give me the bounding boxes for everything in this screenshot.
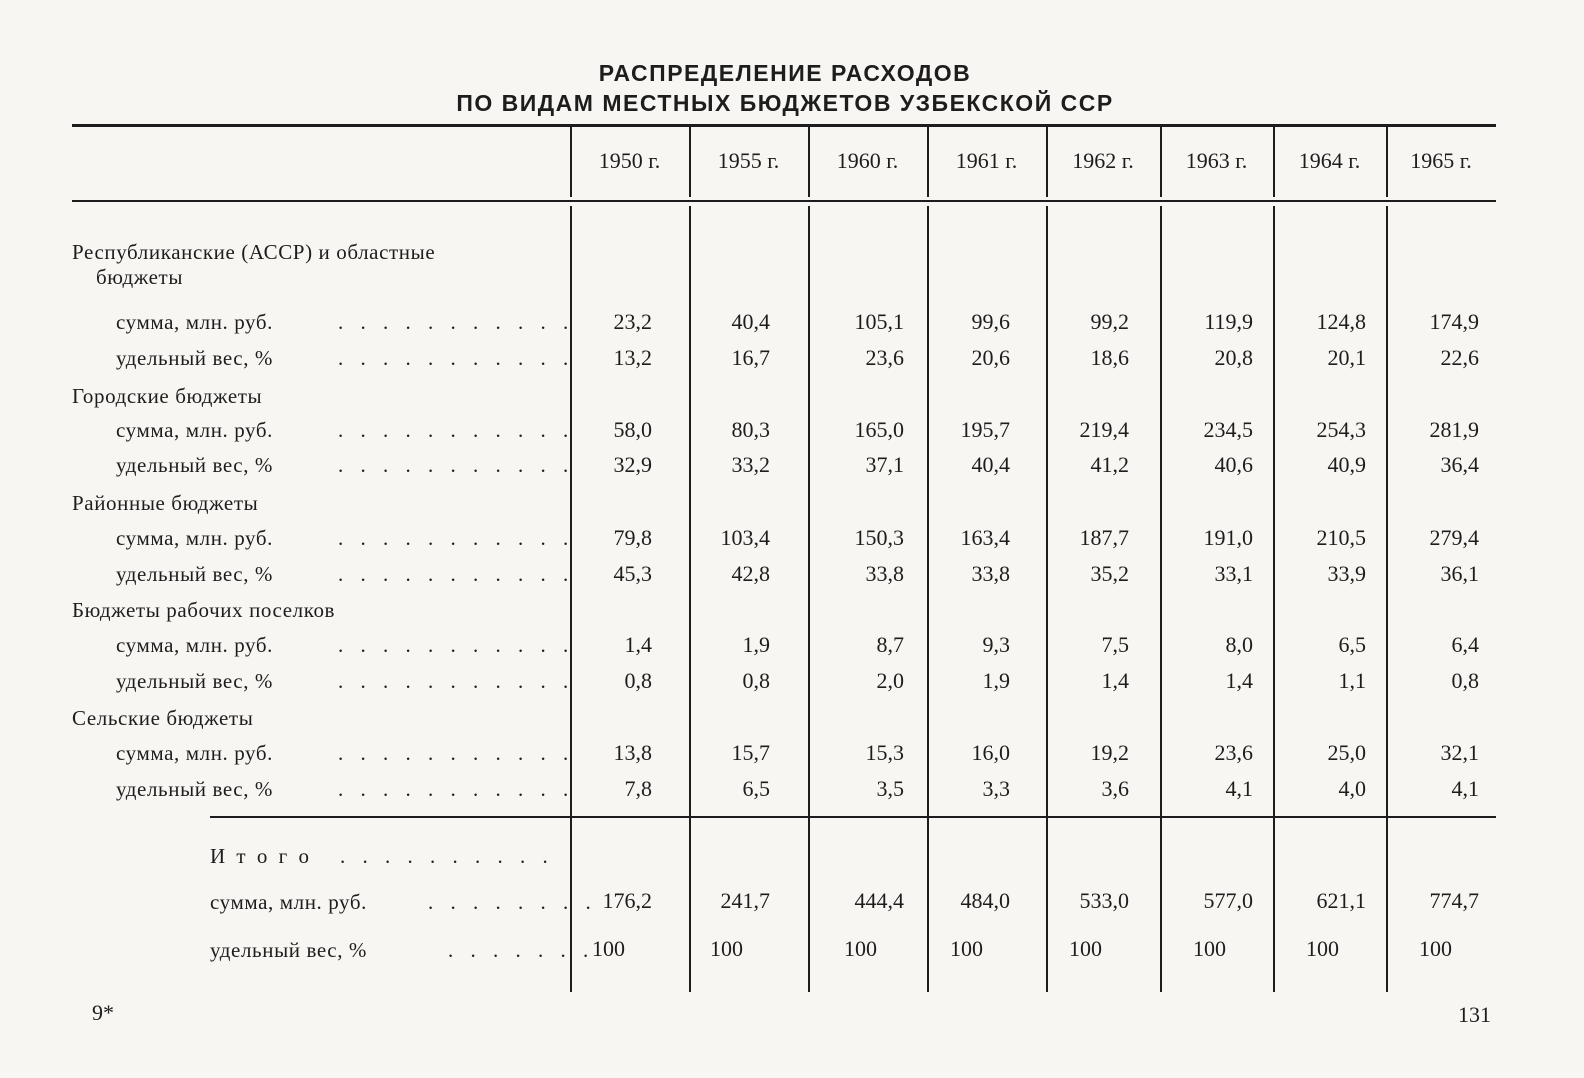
row-label: удельный вес, % <box>116 669 274 693</box>
category-city: Городские бюджеты <box>72 384 263 408</box>
total-share-dots: . . . . . . . <box>448 938 595 962</box>
row-leader-dots: . . . . . . . . . . . <box>338 418 575 442</box>
row-leader-dots: . . . . . . . . . . . <box>338 669 575 693</box>
total-sum-cell: 176,2 <box>602 888 652 913</box>
table-cell: 119,9 <box>1204 309 1253 334</box>
table-cell: 80,3 <box>731 417 770 442</box>
table-cell: 33,8 <box>971 561 1010 586</box>
table-cell: 33,1 <box>1214 561 1253 586</box>
table-cell: 3,6 <box>1101 776 1129 801</box>
table-cell: 6,4 <box>1451 632 1479 657</box>
total-share-cell: 100 <box>1306 936 1339 961</box>
table-cell: 8,0 <box>1225 632 1253 657</box>
total-sum-dots: . . . . . . . . <box>428 890 597 914</box>
table-cell: 18,6 <box>1090 345 1129 370</box>
table-cell: 165,0 <box>854 417 904 442</box>
table-cell: 7,5 <box>1101 632 1129 657</box>
row-label: сумма, млн. руб. <box>116 418 274 442</box>
category-workers-settlements: Бюджеты рабочих поселков <box>72 598 336 622</box>
table-cell: 1,9 <box>742 632 770 657</box>
table-cell: 163,4 <box>960 525 1010 550</box>
table-cell: 58,0 <box>613 417 652 442</box>
table-cell: 45,3 <box>613 561 652 586</box>
table-cell: 23,6 <box>1214 740 1253 765</box>
signature-mark: 9* <box>92 1000 114 1025</box>
table-cell: 4,1 <box>1451 776 1479 801</box>
table-cell: 13,8 <box>613 740 652 765</box>
table-cell: 4,1 <box>1225 776 1253 801</box>
table-cell: 32,9 <box>613 452 652 477</box>
row-label: удельный вес, % <box>116 453 274 477</box>
table-title-line2: ПО ВИДАМ МЕСТНЫХ БЮДЖЕТОВ УЗБЕКСКОЙ ССР <box>456 90 1114 116</box>
total-share-cell: 100 <box>710 936 743 961</box>
table-cell: 0,8 <box>742 668 770 693</box>
column-header: 1960 г. <box>836 148 899 173</box>
table-cell: 23,6 <box>865 345 904 370</box>
column-header: 1964 г. <box>1298 148 1361 173</box>
total-sum-label: сумма, млн. руб. <box>210 890 368 914</box>
table-cell: 124,8 <box>1316 309 1366 334</box>
column-header: 1961 г. <box>955 148 1018 173</box>
table-cell: 35,2 <box>1090 561 1129 586</box>
table-cell: 20,1 <box>1327 345 1366 370</box>
table-cell: 42,8 <box>731 561 770 586</box>
total-label-dots: . . . . . . . . . . <box>340 844 554 868</box>
table-cell: 20,8 <box>1214 345 1253 370</box>
total-share-cell: 100 <box>1069 936 1102 961</box>
category-district: Районные бюджеты <box>72 491 259 515</box>
table-cell: 40,6 <box>1214 452 1253 477</box>
table-cell: 22,6 <box>1440 345 1479 370</box>
total-rule <box>210 816 1496 818</box>
total-share-cell: 100 <box>844 936 877 961</box>
table-cell: 13,2 <box>613 345 652 370</box>
row-leader-dots: . . . . . . . . . . . <box>338 526 575 550</box>
table-cell: 103,4 <box>720 525 770 550</box>
table-cell: 234,5 <box>1203 417 1253 442</box>
column-header: 1962 г. <box>1072 148 1134 173</box>
total-sum-cell: 444,4 <box>854 888 904 913</box>
table-cell: 41,2 <box>1090 452 1129 477</box>
table-cell: 6,5 <box>1338 632 1366 657</box>
table-cell: 6,5 <box>742 776 770 801</box>
table-cell: 0,8 <box>624 668 652 693</box>
table-cell: 37,1 <box>865 452 904 477</box>
table-cell: 40,4 <box>971 452 1010 477</box>
total-sum-cell: 241,7 <box>720 888 770 913</box>
row-leader-dots: . . . . . . . . . . . <box>338 777 575 801</box>
column-header: 1955 г. <box>717 148 780 173</box>
table-cell: 1,9 <box>982 668 1010 693</box>
row-leader-dots: . . . . . . . . . . . <box>338 562 575 586</box>
table-cell: 3,3 <box>982 776 1010 801</box>
table-cell: 99,2 <box>1090 309 1129 334</box>
table-cell: 79,8 <box>613 525 652 550</box>
table-cell: 105,1 <box>854 309 904 334</box>
total-sum-cell: 484,0 <box>960 888 1010 913</box>
table-cell: 281,9 <box>1429 417 1479 442</box>
total-label: И т о г о <box>210 844 312 868</box>
table-cell: 23,2 <box>613 309 652 334</box>
category-republican: Республиканские (АССР) и областные <box>72 240 436 264</box>
row-label: сумма, млн. руб. <box>116 526 274 550</box>
table-cell: 99,6 <box>971 309 1010 334</box>
table-cell: 1,4 <box>1225 668 1253 693</box>
category-rural: Сельские бюджеты <box>72 706 254 730</box>
table-cell: 36,4 <box>1440 452 1479 477</box>
table-cell: 33,8 <box>865 561 904 586</box>
table-cell: 3,5 <box>876 776 904 801</box>
row-leader-dots: . . . . . . . . . . . <box>338 741 575 765</box>
table-cell: 25,0 <box>1327 740 1366 765</box>
table-cell: 2,0 <box>876 668 904 693</box>
header-bottom-rule <box>72 200 1496 202</box>
column-header: 1950 г. <box>598 148 661 173</box>
total-sum-cell: 577,0 <box>1203 888 1253 913</box>
table-cell: 9,3 <box>982 632 1010 657</box>
table-title-line1: РАСПРЕДЕЛЕНИЕ РАСХОДОВ <box>598 60 972 86</box>
table-cell: 7,8 <box>624 776 652 801</box>
table-cell: 1,4 <box>624 632 652 657</box>
category-republican-cont: бюджеты <box>96 265 184 289</box>
table-cell: 19,2 <box>1090 740 1129 765</box>
column-header: 1965 г. <box>1410 148 1472 173</box>
table-cell: 15,7 <box>731 740 770 765</box>
row-label: сумма, млн. руб. <box>116 310 274 334</box>
column-header: 1963 г. <box>1185 148 1248 173</box>
total-sum-cell: 533,0 <box>1079 888 1129 913</box>
total-sum-cell: 621,1 <box>1316 888 1366 913</box>
row-label: удельный вес, % <box>116 346 274 370</box>
row-label: сумма, млн. руб. <box>116 741 274 765</box>
table-cell: 33,9 <box>1327 561 1366 586</box>
row-leader-dots: . . . . . . . . . . . <box>338 633 575 657</box>
table-cell: 174,9 <box>1429 309 1479 334</box>
table-cell: 20,6 <box>971 345 1010 370</box>
table-cell: 150,3 <box>854 525 904 550</box>
row-leader-dots: . . . . . . . . . . . <box>338 453 575 477</box>
page-number: 131 <box>1458 1002 1491 1027</box>
table-cell: 1,4 <box>1101 668 1129 693</box>
table-cell: 8,7 <box>876 632 904 657</box>
total-share-cell: 100 <box>592 936 625 961</box>
table-cell: 0,8 <box>1451 668 1479 693</box>
row-label: удельный вес, % <box>116 777 274 801</box>
row-label: удельный вес, % <box>116 562 274 586</box>
table-cell: 254,3 <box>1316 417 1366 442</box>
table-cell: 191,0 <box>1203 525 1253 550</box>
table-cell: 16,7 <box>731 345 770 370</box>
row-label: сумма, млн. руб. <box>116 633 274 657</box>
row-leader-dots: . . . . . . . . . . . <box>338 346 575 370</box>
total-share-cell: 100 <box>1419 936 1452 961</box>
table-cell: 210,5 <box>1316 525 1366 550</box>
total-share-cell: 100 <box>950 936 983 961</box>
table-cell: 40,4 <box>731 309 770 334</box>
table-cell: 187,7 <box>1079 525 1129 550</box>
total-share-label: удельный вес, % <box>210 938 368 962</box>
row-leader-dots: . . . . . . . . . . . <box>338 310 575 334</box>
table-cell: 1,1 <box>1338 668 1366 693</box>
table-cell: 279,4 <box>1429 525 1479 550</box>
table-cell: 36,1 <box>1440 561 1479 586</box>
table-cell: 195,7 <box>960 417 1010 442</box>
table-cell: 33,2 <box>731 452 770 477</box>
total-sum-cell: 774,7 <box>1429 888 1479 913</box>
table-cell: 15,3 <box>865 740 904 765</box>
total-share-cell: 100 <box>1193 936 1226 961</box>
table-cell: 16,0 <box>971 740 1010 765</box>
table-cell: 40,9 <box>1327 452 1366 477</box>
table-cell: 32,1 <box>1440 740 1479 765</box>
table-cell: 4,0 <box>1338 776 1366 801</box>
table-cell: 219,4 <box>1079 417 1129 442</box>
header-top-rule <box>72 124 1496 127</box>
